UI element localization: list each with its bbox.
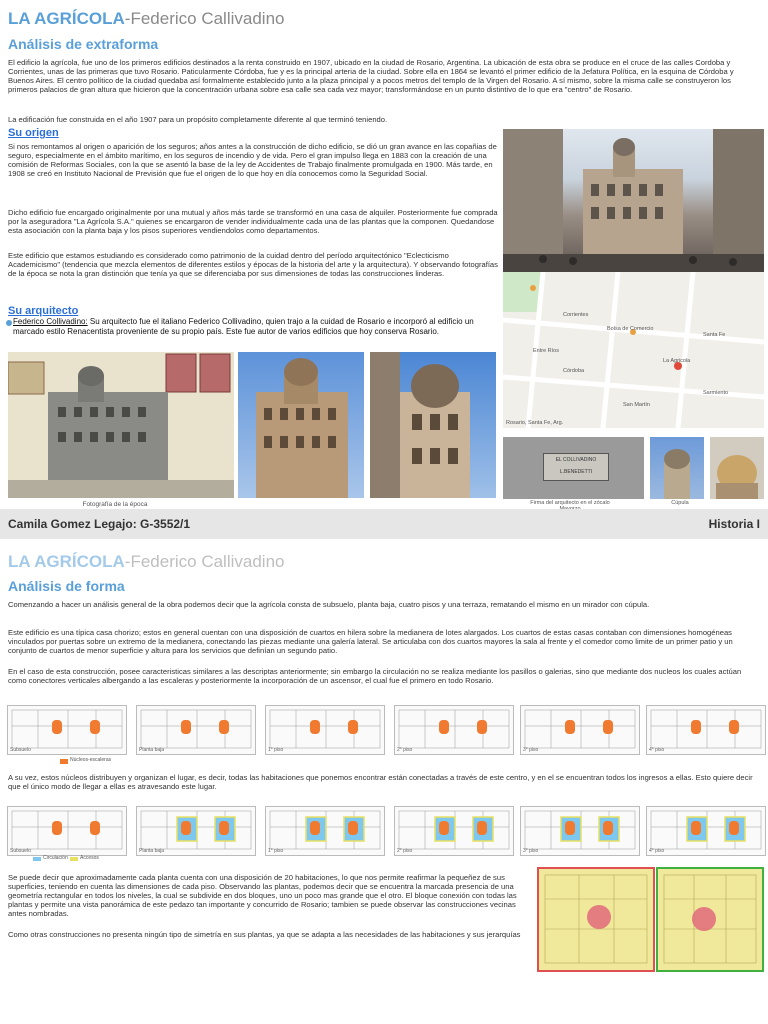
floor-plan-label: 3° piso bbox=[523, 848, 539, 854]
student-info: Camila Gomez Legajo: G-3552/1 bbox=[8, 517, 191, 531]
origin-paragraph-2: Dicho edificio fue encargado originalmente por una mutual y años más tarde se transformó en una casa de alquiler. Posteriormente fue comprada por la aseguradora "La Agrícola S.A." quienes se encargaron de vender individualmente cada una de las plantas que la componen. Quedandose esta asociación con la planta baja y los pisos superiores vendiendolos como departamentos. bbox=[8, 208, 498, 235]
street-photo bbox=[503, 129, 764, 272]
floor-plan-label: Subsuelo bbox=[10, 848, 31, 854]
map-label-sarmiento: Sarmiento bbox=[703, 390, 729, 396]
floor-plan-label: 4° piso bbox=[649, 848, 665, 854]
map-caption: Rosario, Santa Fe, Arg. bbox=[506, 420, 564, 426]
bullet-icon bbox=[6, 320, 12, 326]
floor-plan bbox=[646, 806, 766, 856]
architect-paragraph bbox=[13, 317, 498, 337]
floor-plan bbox=[520, 806, 640, 856]
legend-accesos: Accesos bbox=[80, 855, 99, 861]
legend-nucleo-swatch bbox=[60, 759, 68, 764]
map-label-cordoba: Córdoba bbox=[563, 368, 585, 374]
floor-plan bbox=[394, 806, 514, 856]
dome-photo-2 bbox=[710, 437, 764, 499]
intro-paragraph: El edificio la agrícola, fue uno de los primeros edificios destinados a la renta construido en 1907, ubicado en la ciudad de Rosario, Argentina. La ubicación de esta obra se produce en el cruce de las calles Cordoba y Corrientes, unas de las primeras que tuvo Rosario. Paticularmente Córdoba, fue y es la principal arteria de la ciudad. Sobre ella en 1864 se levantó el primer edificio de la Jefatura Política, en la esquina de Córdoba y Buenos Aires. El centro político de la ciudad quedaba así formalmente establecido junto a la plaza principal y a pocos metros del templo de la Virgen del Rosario. A sí mismo, sobre la misma calle se construyeron los primeros palacios de gran altura que hicieron que la concentración urbana sobre esa calle sea cada vez mayor; transformándose en un punto distintivo de lo que era "centro" de Rosario. bbox=[8, 58, 734, 94]
facade-photo bbox=[238, 352, 364, 498]
floor-plan-label: 2° piso bbox=[397, 848, 413, 854]
map-label-agricola: La Agricola bbox=[663, 358, 691, 364]
legend-accesos-swatch bbox=[70, 857, 78, 861]
caption-signature: Firma del arquitecto en el zócalo bbox=[530, 500, 610, 506]
form-paragraph-3: En el caso de esta construcción, posee caracteristicas similares a las descriptas anteriormente; sin embargo la circulación no se realiza mediante los pasillos o galerias, sino que mediante dos nucleos los cuales actúan como conectores verticales albergando a las escaleras y posteriormente la incorporación de un ascensor, el cual fue el primero en todo Rosario. bbox=[8, 667, 742, 685]
floor-plan bbox=[646, 705, 766, 755]
origin-paragraph-1: Si nos remontamos al origen o aparición de los seguros; años antes a la construcción de dicho edificio, se dió un gran avance en las copañias de seguro, especialmente en el ámbito marítimo, en los seguros de incendio y de vida. Pero el gran impulso llega en 1883 con la creación de una comisión de Reformas Sociales, con la que se asentó la base de la ley de Accidentes de Trabajo finalmente promulgada en 1900. Más tarde, en 1908 se creó en Instituto Nacional de Previsión que fue el origen de lo que hoy en día conocemos como la Seguridad Social. bbox=[8, 142, 497, 178]
origin-heading: Su origen bbox=[8, 127, 59, 139]
floor-plan bbox=[520, 705, 640, 755]
floor-plan bbox=[7, 705, 127, 755]
tower-photo bbox=[370, 352, 496, 498]
map-label-entrerios: Entre Ríos bbox=[533, 348, 559, 354]
form-paragraph-1: Comenzando a hacer un análisis general de la obra podemos decir que la agrícola consta de subsuelo, planta baja, cuatro pisos y una terraza, rematando el mismo en un mirador con cúpula. bbox=[8, 600, 650, 609]
page2-title-main: LA AGRÍCOLA bbox=[8, 552, 125, 571]
caption-epoca: Fotografía de la época bbox=[82, 501, 148, 508]
architect-heading: Su arquitecto bbox=[8, 305, 79, 317]
location-map bbox=[503, 272, 764, 428]
floor-plan bbox=[265, 806, 385, 856]
block-plan-right bbox=[656, 867, 764, 972]
architect-name: Federico Collivadino: bbox=[13, 317, 88, 326]
footer-band bbox=[0, 509, 768, 539]
course-name: Historia I bbox=[708, 517, 760, 531]
form-paragraph-4: A su vez, estos núcleos distribuyen y organizan el lugar, es decir, todas las habitaciones que ponemos encontrar están conectadas a través de este centro, y en el se encuentran todos los ingresos a ellas. Esto quiere decir que el único modo de llegar a ellas es atravesando este lugar. bbox=[8, 773, 753, 791]
floor-plan-label: Subsuelo bbox=[10, 747, 31, 753]
form-paragraph-6: Como otras construcciones no presenta ningún tipo de simetría en sus plantas, ya que se adapta a las necesidades de las habitaciones y sus jerarquías bbox=[8, 930, 521, 939]
page1-subtitle: Análisis de extraforma bbox=[8, 36, 159, 52]
legend-circulacion: Circulación bbox=[43, 855, 68, 861]
floor-plan-label: Planta baja bbox=[139, 848, 165, 854]
floor-plan-label: 3° piso bbox=[523, 747, 539, 753]
floor-plan-label: 1° piso bbox=[268, 747, 284, 753]
form-paragraph-5: Se puede decir que aproximadamente cada planta cuenta con una disposición de 20 habitaciones, lo que nos permite reafirmar la pequeñez de sus superficies, teniendo en cuenta las dimensiones de cada piso. Observando las plantas, podemos decir que se encuentra la marcada presencia de una geometría rectangular en todos los niveles, la cual se subdivide en dos bloques, uno un poco mas grande que el otro. El bloque conexión con todas las plantas y permite una vista panorámica de este pedazo tan importante y concurrido de Rosario; tambien se puede observar las construcciones vecinas antes nombradas. bbox=[8, 873, 517, 918]
intro-paragraph-2: La edificación fue construida en el año 1907 para un propósito completamente diferente al que terminó teniendo. bbox=[8, 115, 388, 124]
street-photo-drawing bbox=[503, 129, 764, 272]
floor-plan-label: Planta baja bbox=[139, 747, 165, 753]
floor-plan bbox=[265, 705, 385, 755]
dome-photo-1 bbox=[650, 437, 704, 499]
floor-plan-label: 1° piso bbox=[268, 848, 284, 854]
legend-circulacion-swatch bbox=[33, 857, 41, 861]
block-plan-left bbox=[537, 867, 655, 972]
caption-cupula: Cúpula bbox=[671, 500, 689, 506]
historic-postcard bbox=[8, 352, 234, 498]
page2-subtitle: Análisis de forma bbox=[8, 578, 125, 594]
floor-plan-label: 4° piso bbox=[649, 747, 665, 753]
legend-nucleos: Núcleos-escaleras bbox=[70, 757, 112, 763]
signature-photo bbox=[503, 437, 644, 499]
origin-paragraph-3: Este edificio que estamos estudiando es considerado como patrimonio de la cuidad dentro del período arquitectónico "Eclecticismo Academicismo" (tendencia que mezcla elementos de diferentes estilos y épocas de la historia del arte y la arquitectura). Y observando fotografías de la época se nota la gran distinción que tenía ya que se diferenciaba por sus dimensiones de todas las construcciones linderas. bbox=[8, 251, 498, 278]
map-label-sanmartin: San Martín bbox=[623, 402, 650, 408]
form-paragraph-2: Este edificio es una típica casa chorizo; estos en general cuentan con una disposición de cuartos en hilera sobre la medianera de lotes alargados. Los cuartos de estas casas contaban con dimensiones homogéneas vinculados por puertas sobre un extremo de la medianera, conectando las piezas mediante una galería lateral. Se articulaba con dos cuartos mayores la sala al frente y el comedor como limite de un primer patio y un conjunto de cuartos de menor superficie y altura para los servicios que definían un segundo patio. bbox=[8, 628, 733, 655]
floor-plan-label: 2° piso bbox=[397, 747, 413, 753]
map-label-bolsa: Bolsa de Comercio bbox=[607, 326, 654, 332]
map-label-corrientes: Corrientes bbox=[563, 312, 589, 318]
title-author: -Federico Callivadino bbox=[124, 9, 285, 28]
plaque: EL COLLIVADINO L.BENEDETTI bbox=[543, 453, 609, 481]
floor-plan bbox=[136, 705, 256, 755]
page1-title bbox=[8, 9, 284, 29]
map-label-santafe: Santa Fe bbox=[703, 332, 726, 338]
architect-text: Su arquitecto fue el italiano Federico Collivadino, quien trajo a la cuidad de Rosario e incorporó al edificio un marcado estilo Renacentista proveniente de su propio país. Este fue autor de varios edificios que hoy conserva Rosario. bbox=[13, 317, 474, 336]
page2-title-author: -Federico Callivadino bbox=[124, 552, 285, 571]
title-main: LA AGRÍCOLA bbox=[8, 9, 125, 28]
floor-plan bbox=[136, 806, 256, 856]
floor-plan bbox=[7, 806, 127, 856]
floor-plan bbox=[394, 705, 514, 755]
page2-title bbox=[8, 552, 284, 572]
